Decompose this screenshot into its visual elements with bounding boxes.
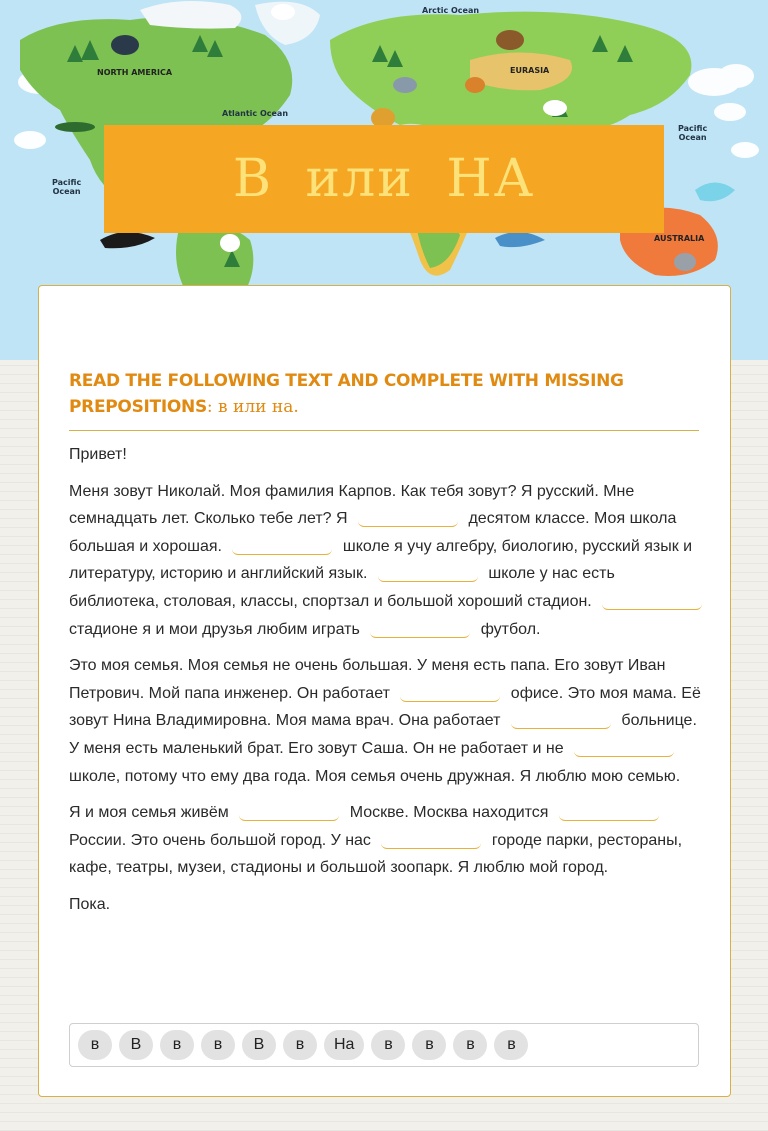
instruction-tail-text: : в или на. [206,397,299,417]
text-fragment: России. Это очень большой город. У нас [69,831,371,849]
label-pacific-right-line1: Pacific [678,124,708,133]
word-chip[interactable]: в [453,1030,487,1060]
word-chip[interactable]: в [160,1030,194,1060]
blank-drop-zone-9[interactable] [239,804,339,821]
text-fragment: Я и моя семья живём [69,804,229,822]
blank-drop-zone-3[interactable] [378,565,478,582]
text-fragment: школе у нас есть библиотека, столовая, классы, спортзал и большой хороший стадион. [69,565,615,610]
exercise-text [69,441,709,928]
blank-drop-zone-6[interactable] [400,685,500,702]
label-pacific-left-line1: Pacific [52,178,82,187]
text-fragment: больнице. У меня есть маленький брат. Его зовут Саша. Он не работает и не [69,712,697,757]
text-fragment: городе парки, рестораны, кафе, театры, музеи, стадионы и большой зоопарк. Я люблю мой город. [69,831,683,877]
label-pacific-ocean-left [52,178,81,196]
title-box [104,125,664,233]
blank-drop-zone-10[interactable] [559,804,659,821]
text-fragment: Меня зовут Николай. Моя фамилия Карпов. Как тебя зовут? Я русский. Мне семнадцать лет. Сколько тебе лет? Я [69,482,635,528]
text-fragment: десятом классе. Моя школа большая и хорошая. [69,510,677,555]
text-fragment: школе я учу алгебру, биологию, русский язык и литературу, историю и английский язык. [69,537,693,583]
paragraph-goodbye [69,891,709,919]
blank-drop-zone-4[interactable] [602,593,702,610]
blank-drop-zone-2[interactable] [232,538,332,555]
label-eurasia: EURASIA [510,66,550,75]
blank-drop-zone-7[interactable] [511,712,611,729]
word-chip[interactable]: в [201,1030,235,1060]
paragraph-city [69,799,709,882]
label-pacific-right-line2: Ocean [678,133,707,142]
label-australia: AUSTRALIA [654,234,705,243]
blank-drop-zone-1[interactable] [358,510,458,527]
text-fragment: футбол. [480,620,541,638]
word-chip[interactable]: в [494,1030,528,1060]
word-chip[interactable]: В [119,1030,153,1060]
label-pacific-left-line2: Ocean [52,187,81,196]
blank-drop-zone-5[interactable] [370,621,470,638]
text-fragment: офисе. Это моя мама. Её зовут Нина Владимировна. Моя мама врач. Она работает [69,684,701,730]
label-arctic-ocean: Arctic Ocean [422,6,480,15]
label-atlantic-ocean: Atlantic Ocean [222,109,289,118]
word-bank [69,1023,699,1067]
paragraph-about-me [69,478,709,644]
text-fragment: стадионе я и мои друзья любим играть [69,620,360,638]
greeting-text: Привет! [69,446,127,463]
word-chip[interactable]: в [412,1030,446,1060]
text-fragment: Москве. Москва находится [349,804,549,822]
word-chip[interactable]: На [324,1030,364,1060]
exercise-card [38,285,731,1097]
word-chip[interactable]: в [371,1030,405,1060]
text-fragment: Это моя семья. Моя семья не очень большая. У меня есть папа. Его зовут Иван Петрович. Мой папа инженер. Он работает [69,657,666,702]
page-title: В или НА [232,149,536,209]
goodbye-text: Пока. [69,895,111,913]
blank-drop-zone-8[interactable] [574,740,674,757]
label-pacific-ocean-right [678,124,707,142]
paragraph-family [69,652,709,790]
text-fragment: школе, потому что ему два года. Моя семья очень дружная. Я люблю мою семью. [69,767,681,785]
word-chip[interactable]: в [283,1030,317,1060]
blank-drop-zone-11[interactable] [381,832,481,849]
instruction-main-text: READ THE FOLLOWING TEXT AND COMPLETE WITH MISSING PREPOSITIONS [69,371,624,417]
word-chip[interactable]: в [78,1030,112,1060]
label-north-america: NORTH AMERICA [97,68,173,77]
word-chip[interactable]: В [242,1030,276,1060]
instruction-heading [69,368,699,431]
paragraph-greeting [69,441,709,469]
